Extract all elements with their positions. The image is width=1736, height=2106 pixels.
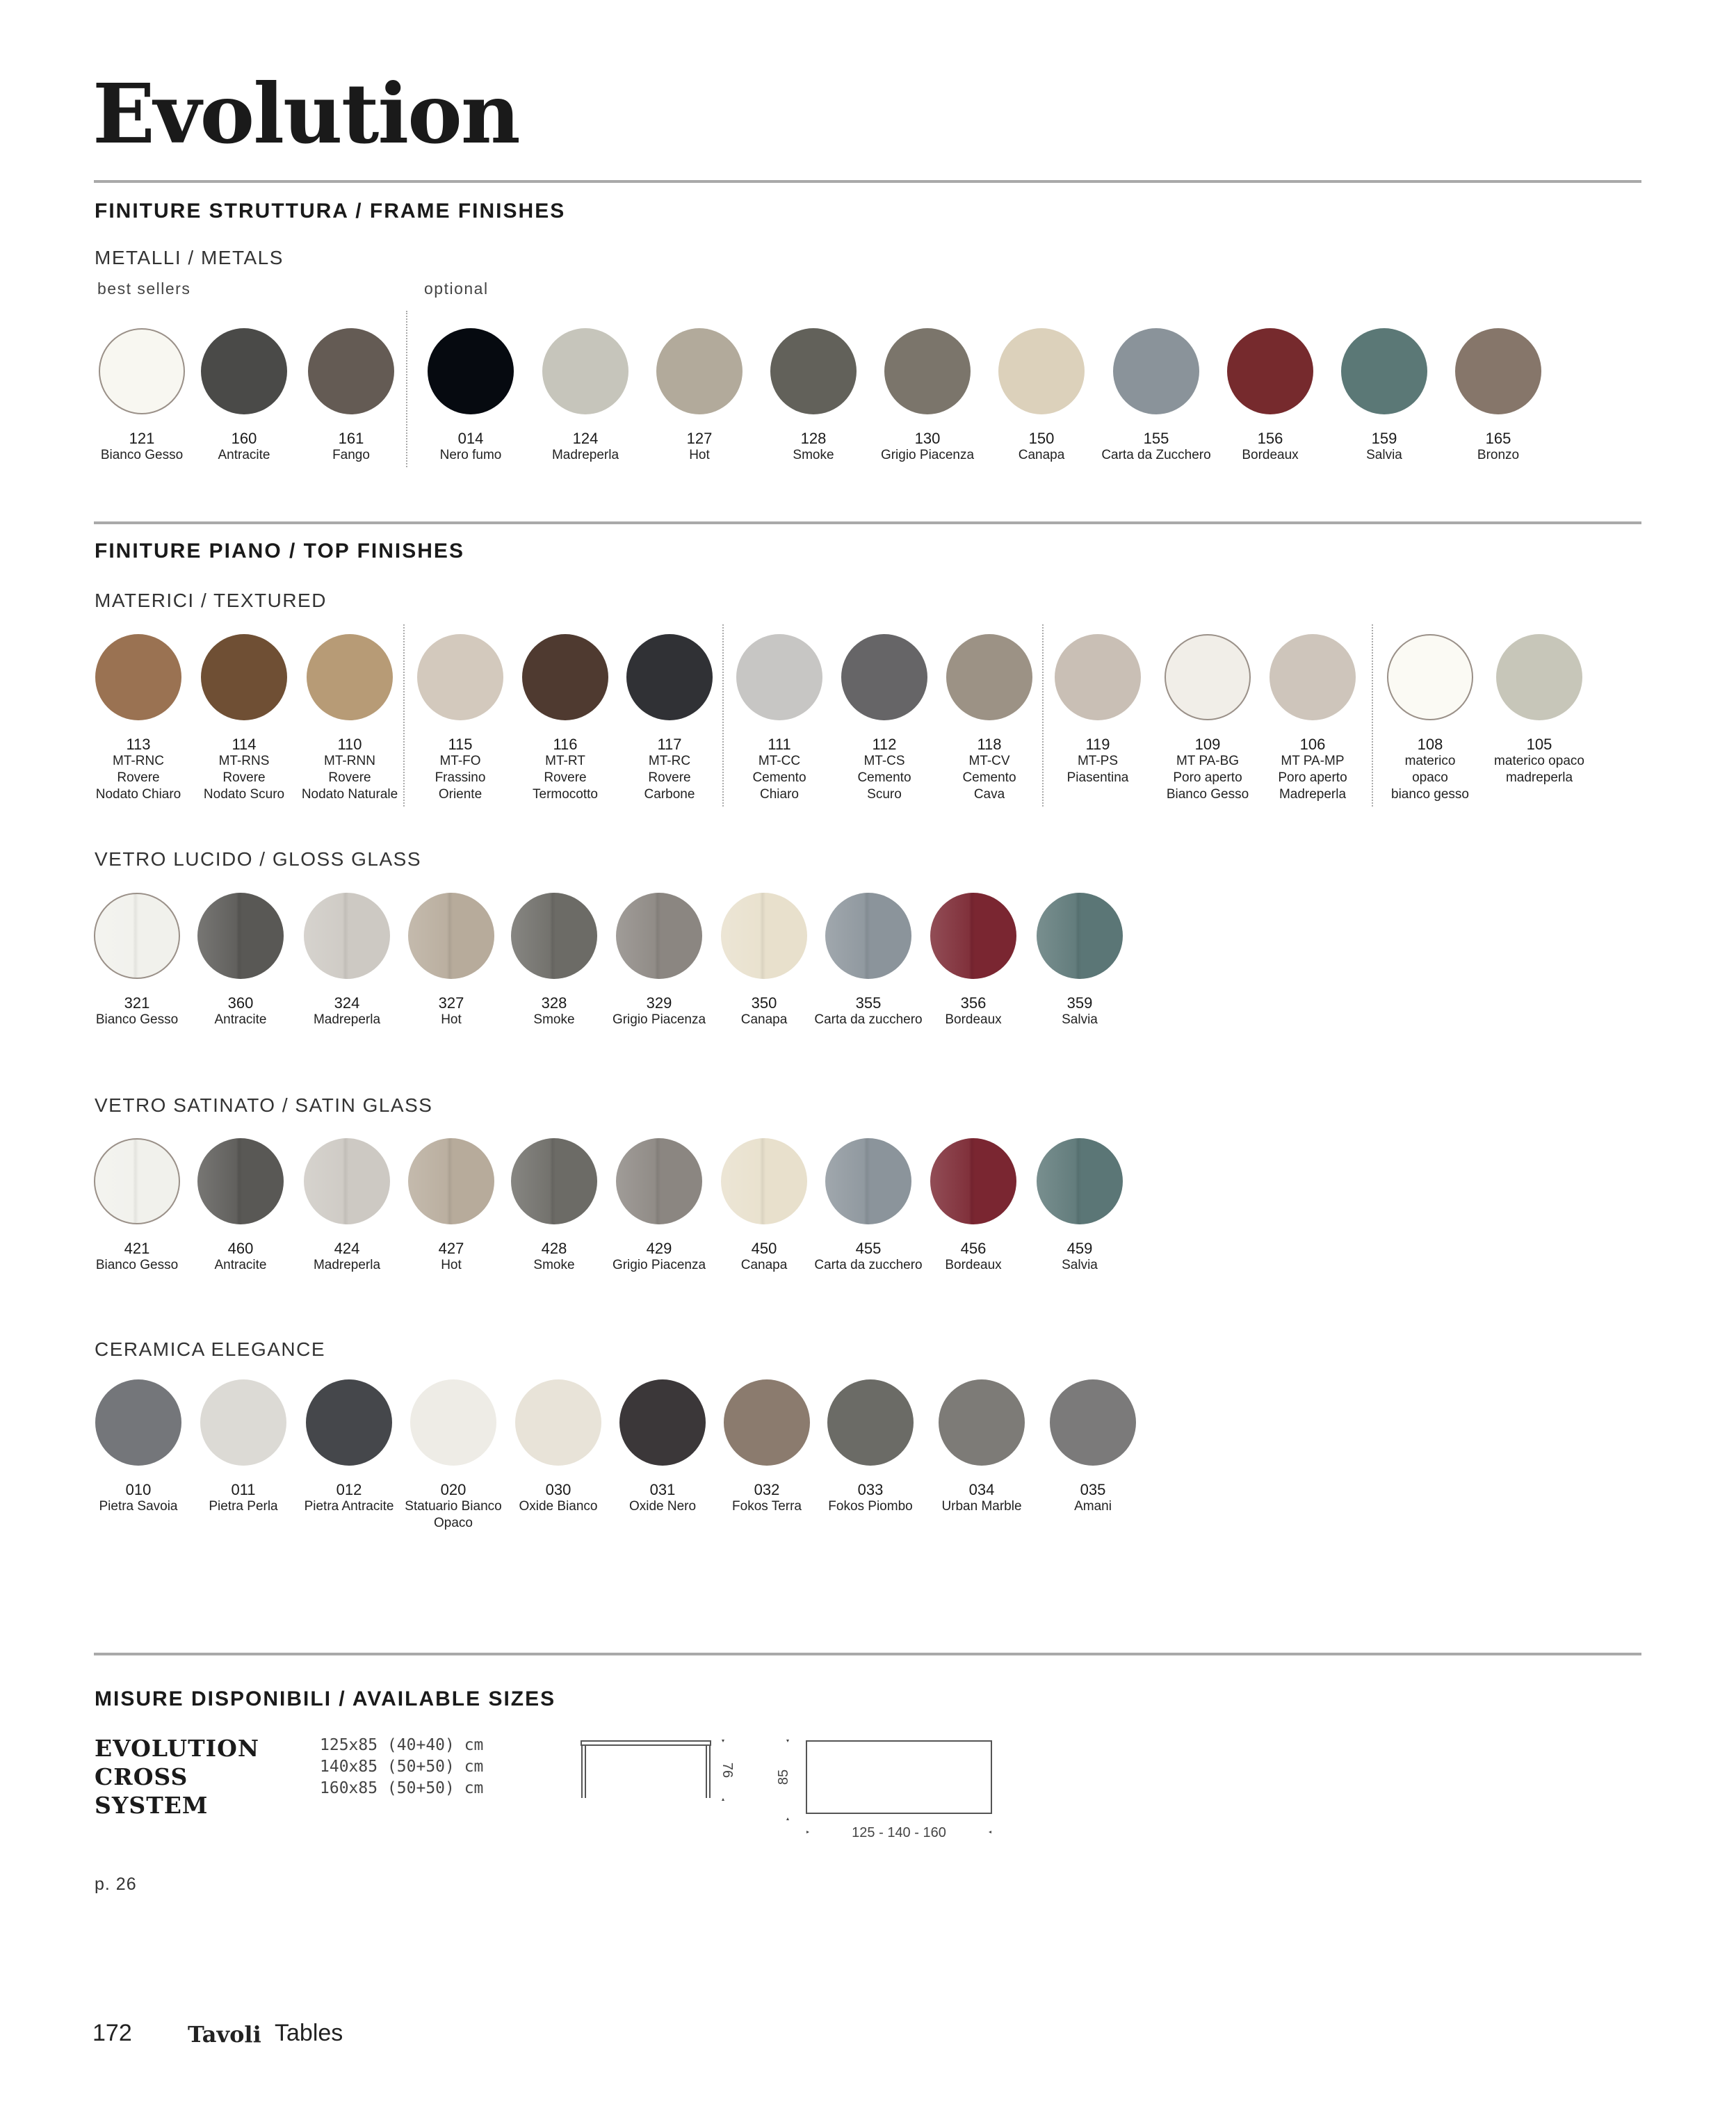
finish-code: 111 <box>768 736 791 753</box>
finish-code: 424 <box>334 1240 360 1257</box>
textured-subheading: MATERICI / TEXTURED <box>95 590 327 611</box>
finish-name: Statuario Bianco Opaco <box>405 1499 502 1530</box>
color-swatch <box>308 328 394 414</box>
finish-name: Hot <box>441 1012 462 1027</box>
finish-name: Scuro <box>867 787 902 802</box>
color-swatch <box>522 634 608 720</box>
finish-name: Cava <box>973 787 1005 802</box>
color-swatch <box>428 328 514 414</box>
depth-label: 85 <box>776 1769 791 1785</box>
finish-name: Oriente <box>438 787 482 802</box>
depth-dimension <box>776 1740 791 1820</box>
finish-name: MT-RT <box>545 754 585 768</box>
color-swatch <box>841 634 927 720</box>
color-swatch <box>1165 634 1251 720</box>
height-dimension <box>720 1740 735 1801</box>
finish-code: 117 <box>657 736 682 753</box>
finish-name: Bronzo <box>1477 448 1520 462</box>
finish-code: 356 <box>960 994 987 1012</box>
finish-name: Grigio Piacenza <box>880 448 975 462</box>
finish-code: 155 <box>1143 430 1169 447</box>
finish-name: Pietra Perla <box>209 1499 278 1514</box>
best-sellers-label: best sellers <box>97 280 191 298</box>
finish-code: 119 <box>1085 736 1110 753</box>
satin-glass-subheading: VETRO SATINATO / SATIN GLASS <box>95 1094 433 1116</box>
finish-code: 450 <box>751 1240 777 1257</box>
side-view-drawing <box>581 1741 711 1798</box>
color-swatch <box>930 1138 1016 1224</box>
finish-code: 020 <box>440 1481 467 1498</box>
finish-code: 121 <box>129 430 155 447</box>
finish-name: Nodato Chiaro <box>95 787 181 802</box>
finish-name: Madreperla <box>313 1012 381 1027</box>
color-swatch <box>619 1379 706 1466</box>
color-swatch <box>1341 328 1427 414</box>
finish-code: 350 <box>751 994 777 1012</box>
finish-name: Urban Marble <box>941 1499 1022 1514</box>
finish-code: 327 <box>438 994 464 1012</box>
color-swatch <box>626 634 713 720</box>
finish-code: 010 <box>125 1481 152 1498</box>
finish-name: Rovere <box>648 770 691 785</box>
color-swatch <box>1113 328 1199 414</box>
color-swatch <box>998 328 1085 414</box>
width-label: 125 - 140 - 160 <box>852 1825 946 1840</box>
finish-code: 460 <box>227 1240 254 1257</box>
color-swatch <box>825 893 911 979</box>
product-name-line: SYSTEM <box>95 1792 209 1819</box>
color-swatch <box>1269 634 1356 720</box>
finish-name: MT PA-MP <box>1281 754 1345 768</box>
swatch-165 <box>1429 328 1568 464</box>
finish-code: 429 <box>646 1240 672 1257</box>
finish-name: Cemento <box>857 770 911 785</box>
finish-name: MT-RNN <box>324 754 375 768</box>
finish-name: Cemento <box>962 770 1016 785</box>
swatch-359 <box>1010 893 1149 1028</box>
finish-code: 118 <box>977 736 1002 753</box>
finish-name: Antracite <box>214 1012 267 1027</box>
finish-code: 030 <box>545 1481 571 1498</box>
swatch-459 <box>1010 1138 1149 1274</box>
color-swatch <box>95 634 181 720</box>
finish-name: MT-FO <box>439 754 481 768</box>
finish-name: Rovere <box>328 770 371 785</box>
color-swatch <box>200 1379 286 1466</box>
finish-code: 032 <box>754 1481 780 1498</box>
color-swatch <box>201 328 287 414</box>
page-reference: p. 26 <box>95 1874 137 1894</box>
color-swatch <box>1387 634 1473 720</box>
finish-name: Bianco Gesso <box>95 1012 179 1027</box>
finish-code: 012 <box>336 1481 362 1498</box>
finish-name: materico <box>1404 754 1456 768</box>
color-swatch <box>736 634 822 720</box>
finish-name: MT-CS <box>863 754 905 768</box>
finish-name: Hot <box>689 448 710 462</box>
finish-name: Rovere <box>117 770 160 785</box>
ceramic-subheading: CERAMICA ELEGANCE <box>95 1338 326 1360</box>
finish-code: 165 <box>1485 430 1511 447</box>
finish-name: Smoke <box>793 448 834 462</box>
finish-name: Bianco Gesso <box>95 1258 179 1272</box>
color-swatch <box>656 328 743 414</box>
finish-code: 116 <box>553 736 578 753</box>
finish-code: 328 <box>541 994 567 1012</box>
finish-code: 113 <box>126 736 151 753</box>
finish-name: Fokos Piombo <box>828 1499 913 1514</box>
finish-code: 031 <box>649 1481 676 1498</box>
size-option: 160x85 (50+50) cm <box>320 1779 484 1797</box>
color-swatch <box>94 893 180 979</box>
finish-name: Grigio Piacenza <box>612 1258 706 1272</box>
finish-code: 360 <box>227 994 254 1012</box>
finish-code: 160 <box>231 430 257 447</box>
color-swatch <box>94 1138 180 1224</box>
color-swatch <box>307 634 393 720</box>
divider <box>94 521 1641 524</box>
color-swatch <box>511 1138 597 1224</box>
color-swatch <box>304 1138 390 1224</box>
finish-name: Bordeaux <box>945 1012 1002 1027</box>
finish-code: 035 <box>1080 1481 1106 1498</box>
swatch-035 <box>1023 1379 1162 1515</box>
finish-code: 127 <box>686 430 713 447</box>
finish-code: 011 <box>231 1481 256 1498</box>
finish-name: bianco gesso <box>1391 787 1469 802</box>
finish-code: 109 <box>1194 736 1221 753</box>
product-name-line: EVOLUTION <box>95 1735 260 1762</box>
finish-code: 456 <box>960 1240 987 1257</box>
color-swatch <box>946 634 1032 720</box>
finish-code: 156 <box>1257 430 1283 447</box>
color-swatch <box>884 328 971 414</box>
finish-code: 428 <box>541 1240 567 1257</box>
finish-name: Carbone <box>644 787 695 802</box>
finish-name: Oxide Nero <box>628 1499 697 1514</box>
finish-code: 112 <box>872 736 897 753</box>
finish-name: Madreperla <box>551 448 619 462</box>
color-swatch <box>616 893 702 979</box>
finish-code: 359 <box>1066 994 1093 1012</box>
color-swatch <box>515 1379 601 1466</box>
finish-name: Bordeaux <box>945 1258 1002 1272</box>
size-option: 140x85 (50+50) cm <box>320 1758 484 1776</box>
color-swatch <box>770 328 857 414</box>
finish-code: 033 <box>857 1481 884 1498</box>
finish-name: Cemento <box>752 770 806 785</box>
finish-name: Smoke <box>533 1012 575 1027</box>
finish-name: materico opaco <box>1494 754 1584 768</box>
color-swatch <box>542 328 628 414</box>
finish-name: MT-PS <box>1077 754 1119 768</box>
color-swatch <box>825 1138 911 1224</box>
finish-code: 321 <box>124 994 150 1012</box>
color-swatch <box>616 1138 702 1224</box>
finish-code: 329 <box>646 994 672 1012</box>
finish-name: Termocotto <box>533 787 598 802</box>
section-name-en: Tables <box>275 2020 343 2046</box>
finish-name: MT-CC <box>758 754 801 768</box>
color-swatch <box>1050 1379 1136 1466</box>
finish-name: Amani <box>1074 1499 1112 1514</box>
color-swatch <box>721 893 807 979</box>
finish-name: Smoke <box>533 1258 575 1272</box>
finish-code: 421 <box>124 1240 150 1257</box>
optional-label: optional <box>424 280 489 298</box>
size-diagrams <box>570 1731 1029 1849</box>
top-view-drawing <box>806 1741 991 1813</box>
finish-name: Carta da zucchero <box>814 1258 923 1272</box>
product-name-line: CROSS <box>95 1763 188 1790</box>
product-name <box>95 1734 259 1820</box>
finish-code: 161 <box>338 430 364 447</box>
color-swatch <box>197 893 284 979</box>
page-number: 172 <box>92 2020 132 2046</box>
finish-name: MT-RNC <box>113 754 164 768</box>
finish-name: Canapa <box>740 1012 788 1027</box>
finish-name: madreperla <box>1505 770 1573 785</box>
finish-code: 105 <box>1526 736 1552 753</box>
finish-name: Fokos Terra <box>732 1499 802 1514</box>
finish-name: Salvia <box>1062 1258 1098 1272</box>
finish-code: 130 <box>914 430 941 447</box>
finish-code: 124 <box>572 430 599 447</box>
width-dimension <box>806 1825 991 1840</box>
finish-name: Bordeaux <box>1242 448 1299 462</box>
finish-code: 324 <box>334 994 360 1012</box>
finish-name: Salvia <box>1366 448 1402 462</box>
finish-name: MT-CV <box>968 754 1010 768</box>
finish-name: Oxide Bianco <box>519 1499 598 1514</box>
finish-name: Poro aperto <box>1173 770 1242 785</box>
finish-name: Frassino <box>435 770 486 785</box>
finish-code: 108 <box>1417 736 1443 753</box>
color-swatch <box>408 893 494 979</box>
swatch-105 <box>1470 634 1609 786</box>
color-swatch <box>511 893 597 979</box>
divider <box>94 1653 1641 1655</box>
finish-code: 159 <box>1371 430 1397 447</box>
section-name: Tavoli <box>188 2021 261 2048</box>
finish-name: MT PA-BG <box>1176 754 1240 768</box>
finish-code: 106 <box>1299 736 1326 753</box>
finish-name: Nodato Naturale <box>301 787 398 802</box>
finish-name: Antracite <box>218 448 270 462</box>
finish-name: Nodato Scuro <box>203 787 285 802</box>
finish-name: opaco <box>1412 770 1448 785</box>
swatch-161 <box>282 328 421 464</box>
finish-name: Poro aperto <box>1278 770 1347 785</box>
finish-code: 459 <box>1066 1240 1093 1257</box>
finish-name: Nero fumo <box>439 448 502 462</box>
finish-name: Carta da zucchero <box>814 1012 923 1027</box>
finish-name: Bianco Gesso <box>100 448 184 462</box>
finish-name: Rovere <box>222 770 266 785</box>
color-swatch <box>724 1379 810 1466</box>
color-swatch <box>306 1379 392 1466</box>
top-finishes-heading: FINITURE PIANO / TOP FINISHES <box>95 540 464 562</box>
finish-name: Antracite <box>214 1258 267 1272</box>
color-swatch <box>201 634 287 720</box>
finish-code: 455 <box>855 1240 882 1257</box>
height-label: 76 <box>720 1762 735 1779</box>
finish-code: 115 <box>448 736 473 753</box>
color-swatch <box>1037 1138 1123 1224</box>
finish-code: 110 <box>337 736 362 753</box>
color-swatch <box>99 328 185 414</box>
color-swatch <box>1496 634 1582 720</box>
color-swatch <box>1227 328 1313 414</box>
finish-name: Rovere <box>544 770 587 785</box>
frame-finishes-heading: FINITURE STRUTTURA / FRAME FINISHES <box>95 200 566 222</box>
finish-name: Pietra Savoia <box>99 1499 178 1514</box>
color-swatch <box>95 1379 181 1466</box>
color-swatch <box>408 1138 494 1224</box>
color-swatch <box>1055 634 1141 720</box>
finish-name: MT-RNS <box>218 754 270 768</box>
color-swatch <box>721 1138 807 1224</box>
color-swatch <box>930 893 1016 979</box>
finish-code: 128 <box>800 430 827 447</box>
finish-code: 150 <box>1028 430 1055 447</box>
color-swatch <box>827 1379 914 1466</box>
finish-name: Canapa <box>740 1258 788 1272</box>
finish-name: Hot <box>441 1258 462 1272</box>
size-option: 125x85 (40+40) cm <box>320 1736 484 1754</box>
finish-name: Salvia <box>1062 1012 1098 1027</box>
color-swatch <box>410 1379 496 1466</box>
color-swatch <box>1455 328 1541 414</box>
finish-name: Bianco Gesso <box>1166 787 1249 802</box>
finish-name: Fango <box>332 448 370 462</box>
color-swatch <box>197 1138 284 1224</box>
finish-code: 355 <box>855 994 882 1012</box>
color-swatch <box>304 893 390 979</box>
color-swatch <box>939 1379 1025 1466</box>
sizes-heading: MISURE DISPONIBILI / AVAILABLE SIZES <box>95 1687 556 1710</box>
finish-name: Carta da Zucchero <box>1101 448 1211 462</box>
finish-name: Grigio Piacenza <box>612 1012 706 1027</box>
gloss-glass-subheading: VETRO LUCIDO / GLOSS GLASS <box>95 848 422 870</box>
finish-code: 014 <box>457 430 484 447</box>
finish-code: 034 <box>968 1481 995 1498</box>
finish-code: 427 <box>438 1240 464 1257</box>
finish-name: Canapa <box>1018 448 1065 462</box>
finish-name: Piasentina <box>1066 770 1129 785</box>
finish-name: MT-RC <box>648 754 691 768</box>
finish-code: 114 <box>232 736 257 753</box>
color-swatch <box>417 634 503 720</box>
metals-subheading: METALLI / METALS <box>95 247 284 268</box>
color-swatch <box>1037 893 1123 979</box>
page-title: Evolution <box>92 65 519 162</box>
finish-name: Madreperla <box>313 1258 381 1272</box>
finish-name: Madreperla <box>1279 787 1347 802</box>
finish-name: Pietra Antracite <box>304 1499 394 1514</box>
finish-name: Chiaro <box>760 787 799 802</box>
divider <box>94 180 1641 183</box>
